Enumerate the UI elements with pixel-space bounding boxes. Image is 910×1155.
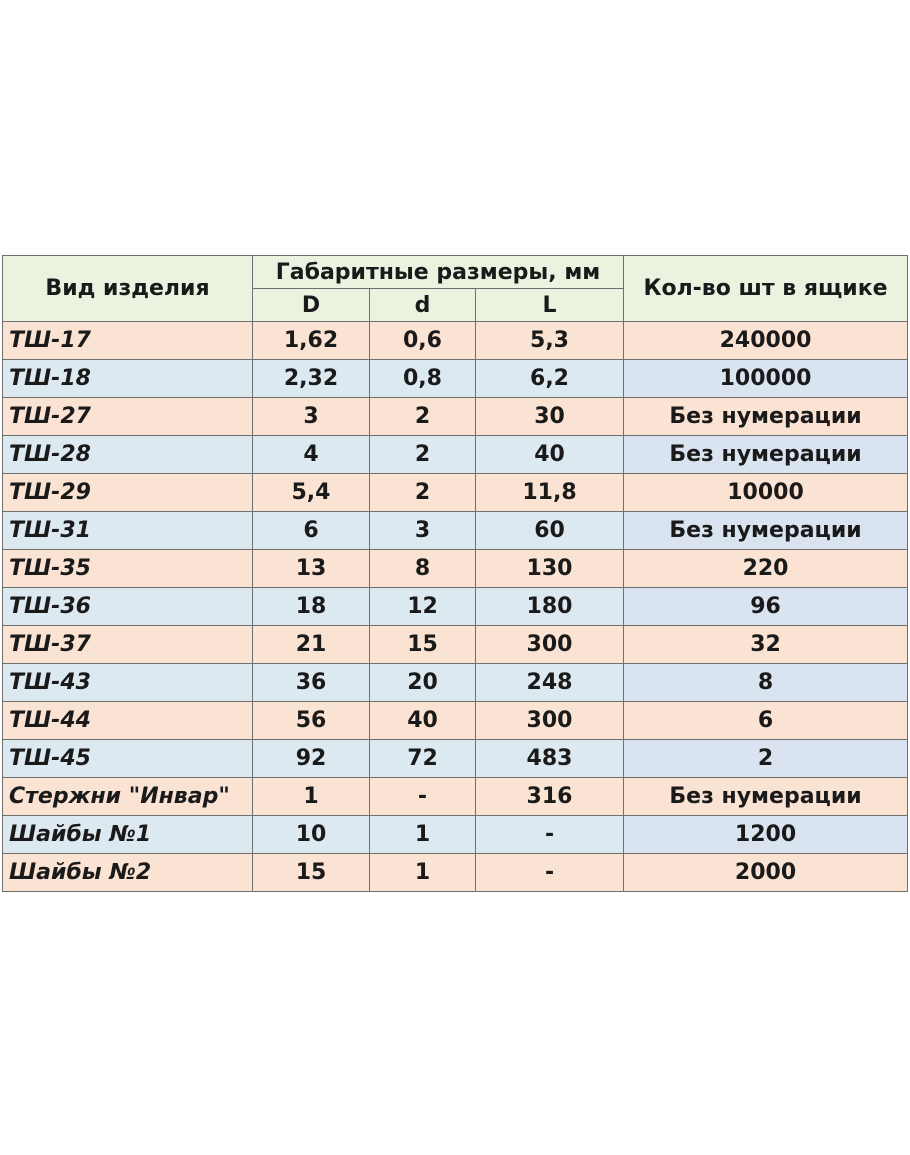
cell-d-inner: 1 <box>370 854 476 892</box>
cell-d-outer: 5,4 <box>253 474 370 512</box>
cell-l: 180 <box>476 588 624 626</box>
cell-qty: 1200 <box>624 816 908 854</box>
table-row <box>3 512 908 550</box>
cell-qty: 8 <box>624 664 908 702</box>
cell-d-outer: 10 <box>253 816 370 854</box>
cell-l: 30 <box>476 398 624 436</box>
table-row <box>3 360 908 398</box>
cell-l: 300 <box>476 702 624 740</box>
cell-d-outer: 15 <box>253 854 370 892</box>
table-row <box>3 398 908 436</box>
cell-qty: 240000 <box>624 322 908 360</box>
cell-name: ТШ-37 <box>3 626 253 664</box>
cell-l: 6,2 <box>476 360 624 398</box>
cell-d-inner: 8 <box>370 550 476 588</box>
table-row <box>3 816 908 854</box>
cell-d-inner: 72 <box>370 740 476 778</box>
header-quantity: Кол-во шт в ящике <box>624 256 908 322</box>
cell-qty: 2000 <box>624 854 908 892</box>
product-table-container <box>2 255 907 892</box>
cell-qty: Без нумерации <box>624 436 908 474</box>
cell-d-outer: 92 <box>253 740 370 778</box>
cell-qty: 2 <box>624 740 908 778</box>
cell-name: ТШ-31 <box>3 512 253 550</box>
cell-name: ТШ-36 <box>3 588 253 626</box>
cell-name: ТШ-27 <box>3 398 253 436</box>
cell-d-inner: 3 <box>370 512 476 550</box>
cell-d-inner: 40 <box>370 702 476 740</box>
cell-d-outer: 21 <box>253 626 370 664</box>
cell-qty: 96 <box>624 588 908 626</box>
table-row <box>3 436 908 474</box>
table-row <box>3 550 908 588</box>
header-row <box>3 256 908 289</box>
cell-qty: 10000 <box>624 474 908 512</box>
table-row <box>3 474 908 512</box>
header-d: d <box>370 289 476 322</box>
cell-name: ТШ-18 <box>3 360 253 398</box>
cell-d-outer: 4 <box>253 436 370 474</box>
table-row <box>3 854 908 892</box>
cell-qty: 220 <box>624 550 908 588</box>
cell-d-outer: 36 <box>253 664 370 702</box>
table-row <box>3 702 908 740</box>
cell-d-outer: 3 <box>253 398 370 436</box>
cell-d-outer: 1 <box>253 778 370 816</box>
cell-name: ТШ-44 <box>3 702 253 740</box>
table-row <box>3 740 908 778</box>
header-product-type: Вид изделия <box>3 256 253 322</box>
header-L: L <box>476 289 624 322</box>
cell-d-inner: 12 <box>370 588 476 626</box>
cell-qty: Без нумерации <box>624 778 908 816</box>
cell-name: ТШ-45 <box>3 740 253 778</box>
product-table <box>2 255 908 892</box>
cell-name: ТШ-29 <box>3 474 253 512</box>
cell-l: 40 <box>476 436 624 474</box>
cell-l: 60 <box>476 512 624 550</box>
cell-d-inner: 2 <box>370 436 476 474</box>
cell-l: - <box>476 854 624 892</box>
cell-d-outer: 6 <box>253 512 370 550</box>
cell-d-inner: 20 <box>370 664 476 702</box>
cell-qty: 100000 <box>624 360 908 398</box>
cell-l: 300 <box>476 626 624 664</box>
cell-qty: 6 <box>624 702 908 740</box>
cell-qty: Без нумерации <box>624 398 908 436</box>
cell-name: Шайбы №2 <box>3 854 253 892</box>
table-row <box>3 664 908 702</box>
cell-name: ТШ-35 <box>3 550 253 588</box>
cell-l: 130 <box>476 550 624 588</box>
cell-name: Стержни "Инвар" <box>3 778 253 816</box>
cell-name: Шайбы №1 <box>3 816 253 854</box>
cell-d-outer: 1,62 <box>253 322 370 360</box>
table-row <box>3 588 908 626</box>
cell-d-inner: 2 <box>370 398 476 436</box>
cell-qty: Без нумерации <box>624 512 908 550</box>
table-row <box>3 778 908 816</box>
cell-d-inner: 15 <box>370 626 476 664</box>
cell-l: 316 <box>476 778 624 816</box>
cell-l: 248 <box>476 664 624 702</box>
cell-name: ТШ-43 <box>3 664 253 702</box>
cell-d-outer: 13 <box>253 550 370 588</box>
cell-l: 5,3 <box>476 322 624 360</box>
cell-d-outer: 18 <box>253 588 370 626</box>
cell-d-inner: - <box>370 778 476 816</box>
header-D: D <box>253 289 370 322</box>
cell-d-inner: 1 <box>370 816 476 854</box>
cell-d-outer: 56 <box>253 702 370 740</box>
table-row <box>3 322 908 360</box>
cell-d-inner: 2 <box>370 474 476 512</box>
cell-l: 483 <box>476 740 624 778</box>
cell-name: ТШ-28 <box>3 436 253 474</box>
header-dimensions: Габаритные размеры, мм <box>253 256 624 289</box>
cell-qty: 32 <box>624 626 908 664</box>
cell-d-inner: 0,8 <box>370 360 476 398</box>
cell-d-inner: 0,6 <box>370 322 476 360</box>
cell-l: - <box>476 816 624 854</box>
cell-l: 11,8 <box>476 474 624 512</box>
table-body <box>3 322 908 892</box>
cell-name: ТШ-17 <box>3 322 253 360</box>
cell-d-outer: 2,32 <box>253 360 370 398</box>
table-row <box>3 626 908 664</box>
